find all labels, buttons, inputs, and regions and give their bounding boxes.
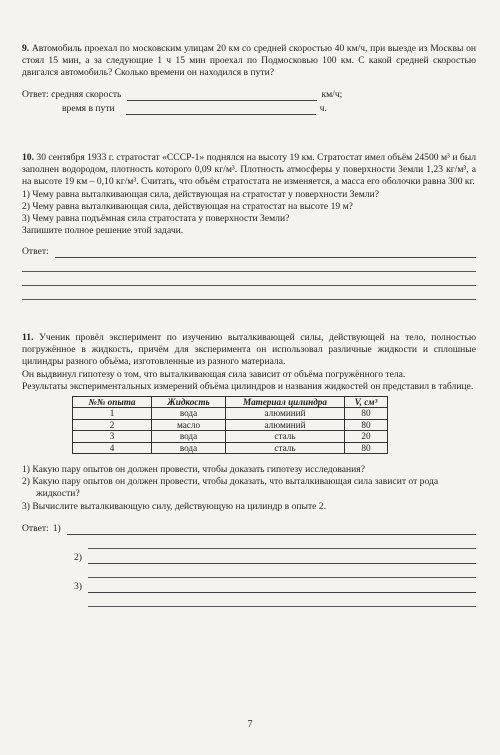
answer-label: время в пути [62, 102, 115, 114]
task-9-text: 9. Автомобиль проехал по московским улицам 20 км со средней скоростью 40 км/ч, при выезде из Москвы он стоял 15 мин, а за следующие 1 ч 15 мин проехал по Подмосковью 100 км. С какой средней скоростью двигался автомобиль? Сколько времени он находился в пути? [22, 43, 477, 79]
task-11-questions [22, 464, 476, 513]
table-cell: алюминий [226, 419, 345, 430]
task-11-answer-3 [22, 581, 476, 593]
table-cell: 80 [345, 442, 388, 453]
task-11-answer-2 [22, 552, 476, 564]
task-11 [22, 332, 476, 607]
task-10-questions [22, 189, 476, 226]
table-cell: сталь [226, 431, 345, 442]
answer-line[interactable] [67, 525, 476, 535]
task-10-answer [22, 246, 476, 258]
answer-line[interactable] [126, 105, 316, 115]
column-header: №№ опыта [73, 397, 152, 408]
answer-line[interactable] [88, 567, 476, 578]
table-row [73, 431, 388, 442]
question-item: 3) Вычислите выталкивающую силу, действующую на цилиндр в опыте 2. [22, 500, 327, 512]
task-9-answer-speed [22, 89, 476, 101]
table-cell: 20 [345, 431, 388, 442]
table-row [73, 419, 388, 430]
answer-unit: км/ч; [321, 88, 343, 100]
column-header: Материал цилиндра [226, 397, 345, 408]
column-header: V, см³ [345, 397, 388, 408]
results-table [72, 396, 388, 454]
answer-line[interactable] [22, 289, 476, 300]
answer-line[interactable] [55, 248, 476, 258]
task-number: 11. [22, 332, 34, 343]
task-11-results-intro: Результаты экспериментальных измерений объёма цилиндров и названия жидкостей он представил в таблице. [22, 380, 474, 392]
answer-label: Ответ: [22, 246, 49, 258]
page-number: 7 [247, 719, 253, 730]
task-11-answer-1 [22, 523, 476, 535]
answer-line[interactable] [22, 261, 476, 272]
answer-unit: ч. [319, 102, 327, 114]
task-9-answer-time [22, 103, 476, 115]
table-row [73, 408, 388, 419]
table-cell: 2 [73, 419, 152, 430]
column-header: Жидкость [152, 397, 226, 408]
question-item: 3) Чему равна подъёмная сила стратостата у поверхности Земли? [22, 213, 290, 225]
answer-line[interactable] [88, 538, 476, 549]
task-10-instruction: Запишите полное решение этой задачи. [22, 225, 184, 237]
answer-number: 2) [74, 551, 82, 563]
task-11-hypothesis: Он выдвинул гипотезу о том, что выталкивающая сила зависит от объёма погружённого тела. [22, 368, 406, 380]
answer-line[interactable] [88, 554, 476, 564]
answer-number: 3) [74, 580, 82, 592]
table-cell: 1 [73, 408, 152, 419]
task-number: 9. [22, 43, 30, 54]
answer-line[interactable] [127, 91, 317, 101]
table-cell: сталь [226, 442, 345, 453]
question-item: 1) Какую пару опытов он должен провести, чтобы доказать гипотезу исследования? [22, 464, 365, 476]
table-cell: 80 [345, 408, 388, 419]
table-cell: 4 [73, 442, 152, 453]
table-header-row [73, 397, 388, 408]
task-10-text: 10. 30 сентября 1933 г. стратостат «СССР-1» поднялся на высоту 19 км. Стратостат имел объём 24500 м³ и был заполнен водородом, плотность которого 0,09 кг/м³. Плотность атмосферы у поверхности Земли 1,23 кг/м³, а на высоте 19 км – 0,10 кг/м³. Считать, что объём стратостата не изменяется, а масса его оболочки равна 300 кг. [22, 152, 476, 188]
question-item: 2) Чему равна выталкивающая сила, действующая на стратостат на высоте 19 м? [22, 200, 353, 212]
table-row [73, 442, 388, 453]
answer-label: Ответ: [22, 522, 49, 534]
answer-number: 1) [52, 522, 61, 534]
answer-line[interactable] [22, 275, 476, 286]
table-cell: вода [152, 442, 226, 453]
answer-line[interactable] [88, 596, 476, 607]
question-item: 1) Чему равна выталкивающая сила, действующая на стратостат у поверхности Земли? [22, 188, 379, 200]
question-item: 2) Какую пару опытов он должен провести, чтобы доказать, что выталкивающая сила зависит от рода жидкости? [22, 476, 439, 500]
task-11-text: 11. Ученик провёл эксперимент по изучению выталкивающей силы, действующей на тело, полностью погружённое в жидкость, причём для эксперимента он использовал различные жидкости и сплошные цилиндры разного объёма, изготовленные из разного материала. [22, 332, 476, 368]
answer-label: Ответ: средняя скорость [22, 88, 122, 100]
table-cell: 3 [73, 431, 152, 442]
task-number: 10. [22, 152, 34, 163]
table-cell: вода [152, 431, 226, 442]
table-cell: масло [152, 419, 226, 430]
table-cell: вода [152, 408, 226, 419]
task-9 [22, 43, 476, 115]
answer-line[interactable] [88, 583, 476, 593]
table-cell: 80 [345, 419, 388, 430]
table-cell: алюминий [226, 408, 345, 419]
task-10 [22, 152, 476, 300]
